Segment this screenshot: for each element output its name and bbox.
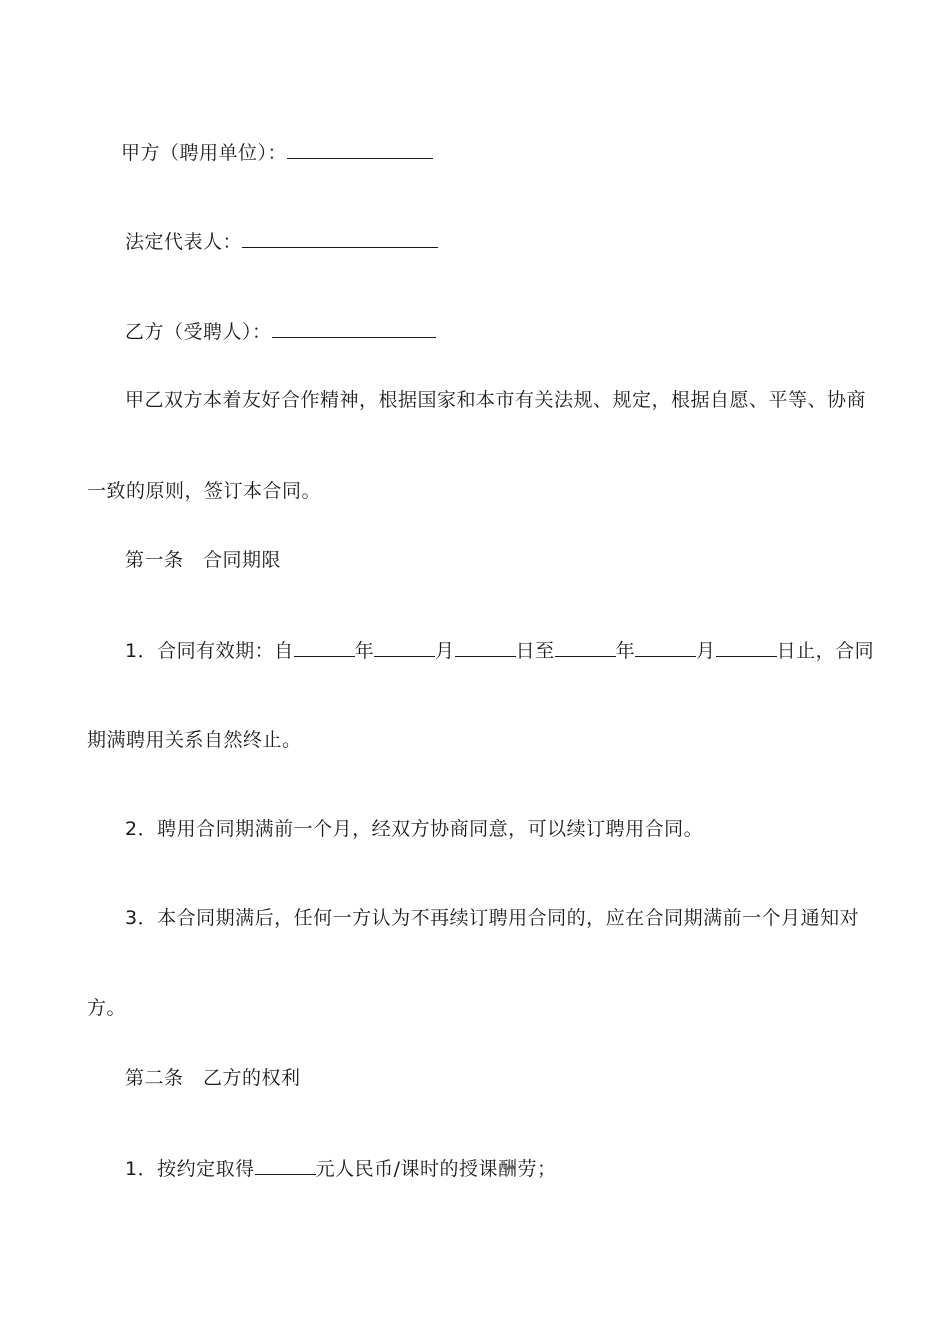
- start-month-blank: [374, 638, 435, 657]
- article-1-item-2: 2．聘用合同期满前一个月，经双方协商同意，可以续订聘用合同。: [125, 818, 704, 840]
- party-a-row: [121, 140, 433, 165]
- legal-rep-blank: [242, 229, 438, 248]
- fee-prefix: 1．按约定取得: [125, 1158, 255, 1180]
- end-year-blank: [555, 638, 616, 657]
- end-day-label: 日止，合同: [776, 640, 875, 662]
- start-day-label: 日至: [515, 640, 555, 662]
- article-1-title: 第一条 合同期限: [125, 549, 282, 571]
- end-month-label: 月: [696, 640, 716, 662]
- end-month-blank: [635, 638, 696, 657]
- article-1-item-1: [125, 638, 874, 663]
- party-a-label: 甲方（聘用单位）：: [121, 142, 288, 164]
- party-b-blank: [272, 319, 436, 338]
- party-b-label: 乙方（受聘人）：: [125, 321, 272, 343]
- start-month-label: 月: [435, 640, 455, 662]
- term-prefix: 1．合同有效期：自: [125, 640, 294, 662]
- legal-rep-label: 法定代表人：: [125, 231, 243, 253]
- party-a-blank: [287, 140, 433, 159]
- fee-amount-blank: [255, 1156, 316, 1175]
- article-1-item-3-line-1: 3．本合同期满后，任何一方认为不再续订聘用合同的，应在合同期满前一个月通知对: [125, 907, 860, 929]
- preamble-line-1: 甲乙双方本着友好合作精神，根据国家和本市有关法规、规定，根据自愿、平等、协商: [125, 389, 867, 411]
- start-year-label: 年: [354, 640, 375, 662]
- start-day-blank: [455, 638, 516, 657]
- article-2-item-1: [125, 1156, 557, 1181]
- preamble-line-2: 一致的原则，签订本合同。: [87, 480, 322, 502]
- article-1-item-3-line-2: 方。: [87, 997, 127, 1019]
- legal-rep-row: [125, 229, 438, 254]
- article-1-item-1-line-2: 期满聘用关系自然终止。: [87, 729, 302, 751]
- end-day-blank: [716, 638, 777, 657]
- start-year-blank: [294, 638, 355, 657]
- party-b-row: [125, 319, 436, 344]
- fee-suffix: 元人民币/课时的授课酬劳；: [315, 1158, 557, 1180]
- end-year-label: 年: [615, 640, 636, 662]
- article-2-title: 第二条 乙方的权利: [125, 1067, 301, 1089]
